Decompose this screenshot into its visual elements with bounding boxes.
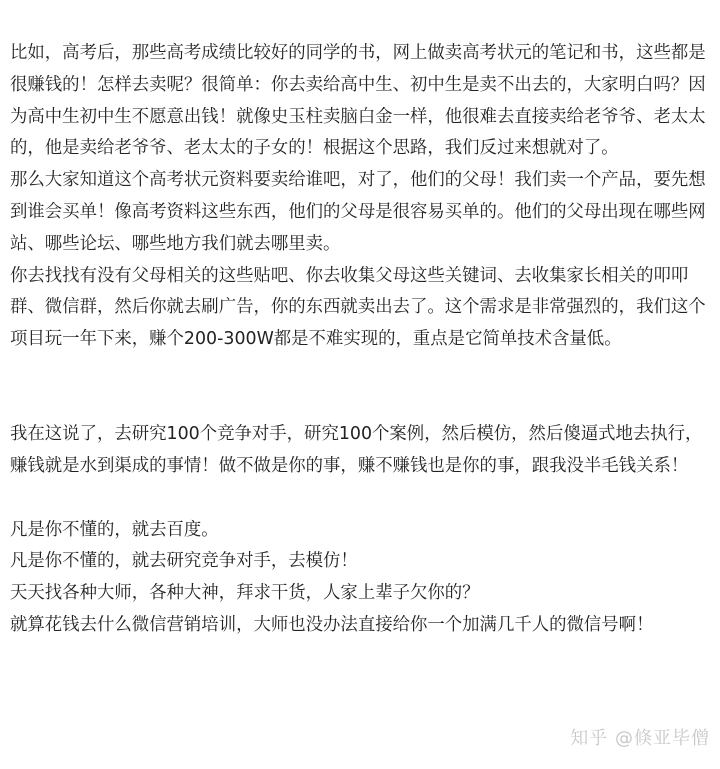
paragraph-study-competitors: 我在这说了，去研究100个竞争对手，研究100个案例，然后模仿，然后傻逼式地去执行，赚钱就是水到渠成的事情！做不做是你的事，赚不赚钱也是你的事，跟我没半毛钱关系！ xyxy=(10,423,703,476)
paragraph-gaokao-notes: 比如，高考后，那些高考成绩比较好的同学的书，网上做卖高考状元的笔记和书，这些都是很赚钱的！怎样去卖呢？很简单：你去卖给高中生、初中生是卖不出去的，大家明白吗？因为高中生初中生不愿意出钱！就像史玉柱卖脑白金一样，他很难去直接卖给老爷爷、老太太的，他是卖给老爷爷、老太太的子女的！根据这个思路，我们反过来想就对了。 xyxy=(10,43,706,159)
article-body xyxy=(10,38,712,642)
line-training: 就算花钱去什么微信营销培训，大师也没办法直接给你一个加满几千人的微信号啊！ xyxy=(10,614,654,635)
spacer xyxy=(10,356,712,419)
line-baidu: 凡是你不懂的，就去百度。 xyxy=(10,519,219,540)
zhihu-watermark: 知乎 @倏亚毕僧 xyxy=(570,728,710,749)
line-masters: 天天找各种大师，各种大神，拜求干货，人家上辈子欠你的？ xyxy=(10,583,480,604)
paragraph-find-channels: 你去找找有没有父母相关的这些贴吧、你去收集父母这些关键词、去收集家长相关的叩叩群、微信群，然后你就去刷广告，你的东西就卖出去了。这个需求是非常强烈的，我们这个项目玩一年下来，赚个200-300W都是不难实现的，重点是它简单技术含量低。 xyxy=(10,265,706,350)
paragraph-parents-buy: 那么大家知道这个高考状元资料要卖给谁吧，对了，他们的父母！我们卖一个产品，要先想到谁会买单！像高考资料这些东西，他们的父母是很容易买单的。他们的父母出现在哪些网站、哪些论坛、哪些地方我们就去哪里卖。 xyxy=(10,170,706,254)
line-imitate: 凡是你不懂的，就去研究竞争对手，去模仿！ xyxy=(10,551,358,572)
spacer xyxy=(10,483,712,515)
